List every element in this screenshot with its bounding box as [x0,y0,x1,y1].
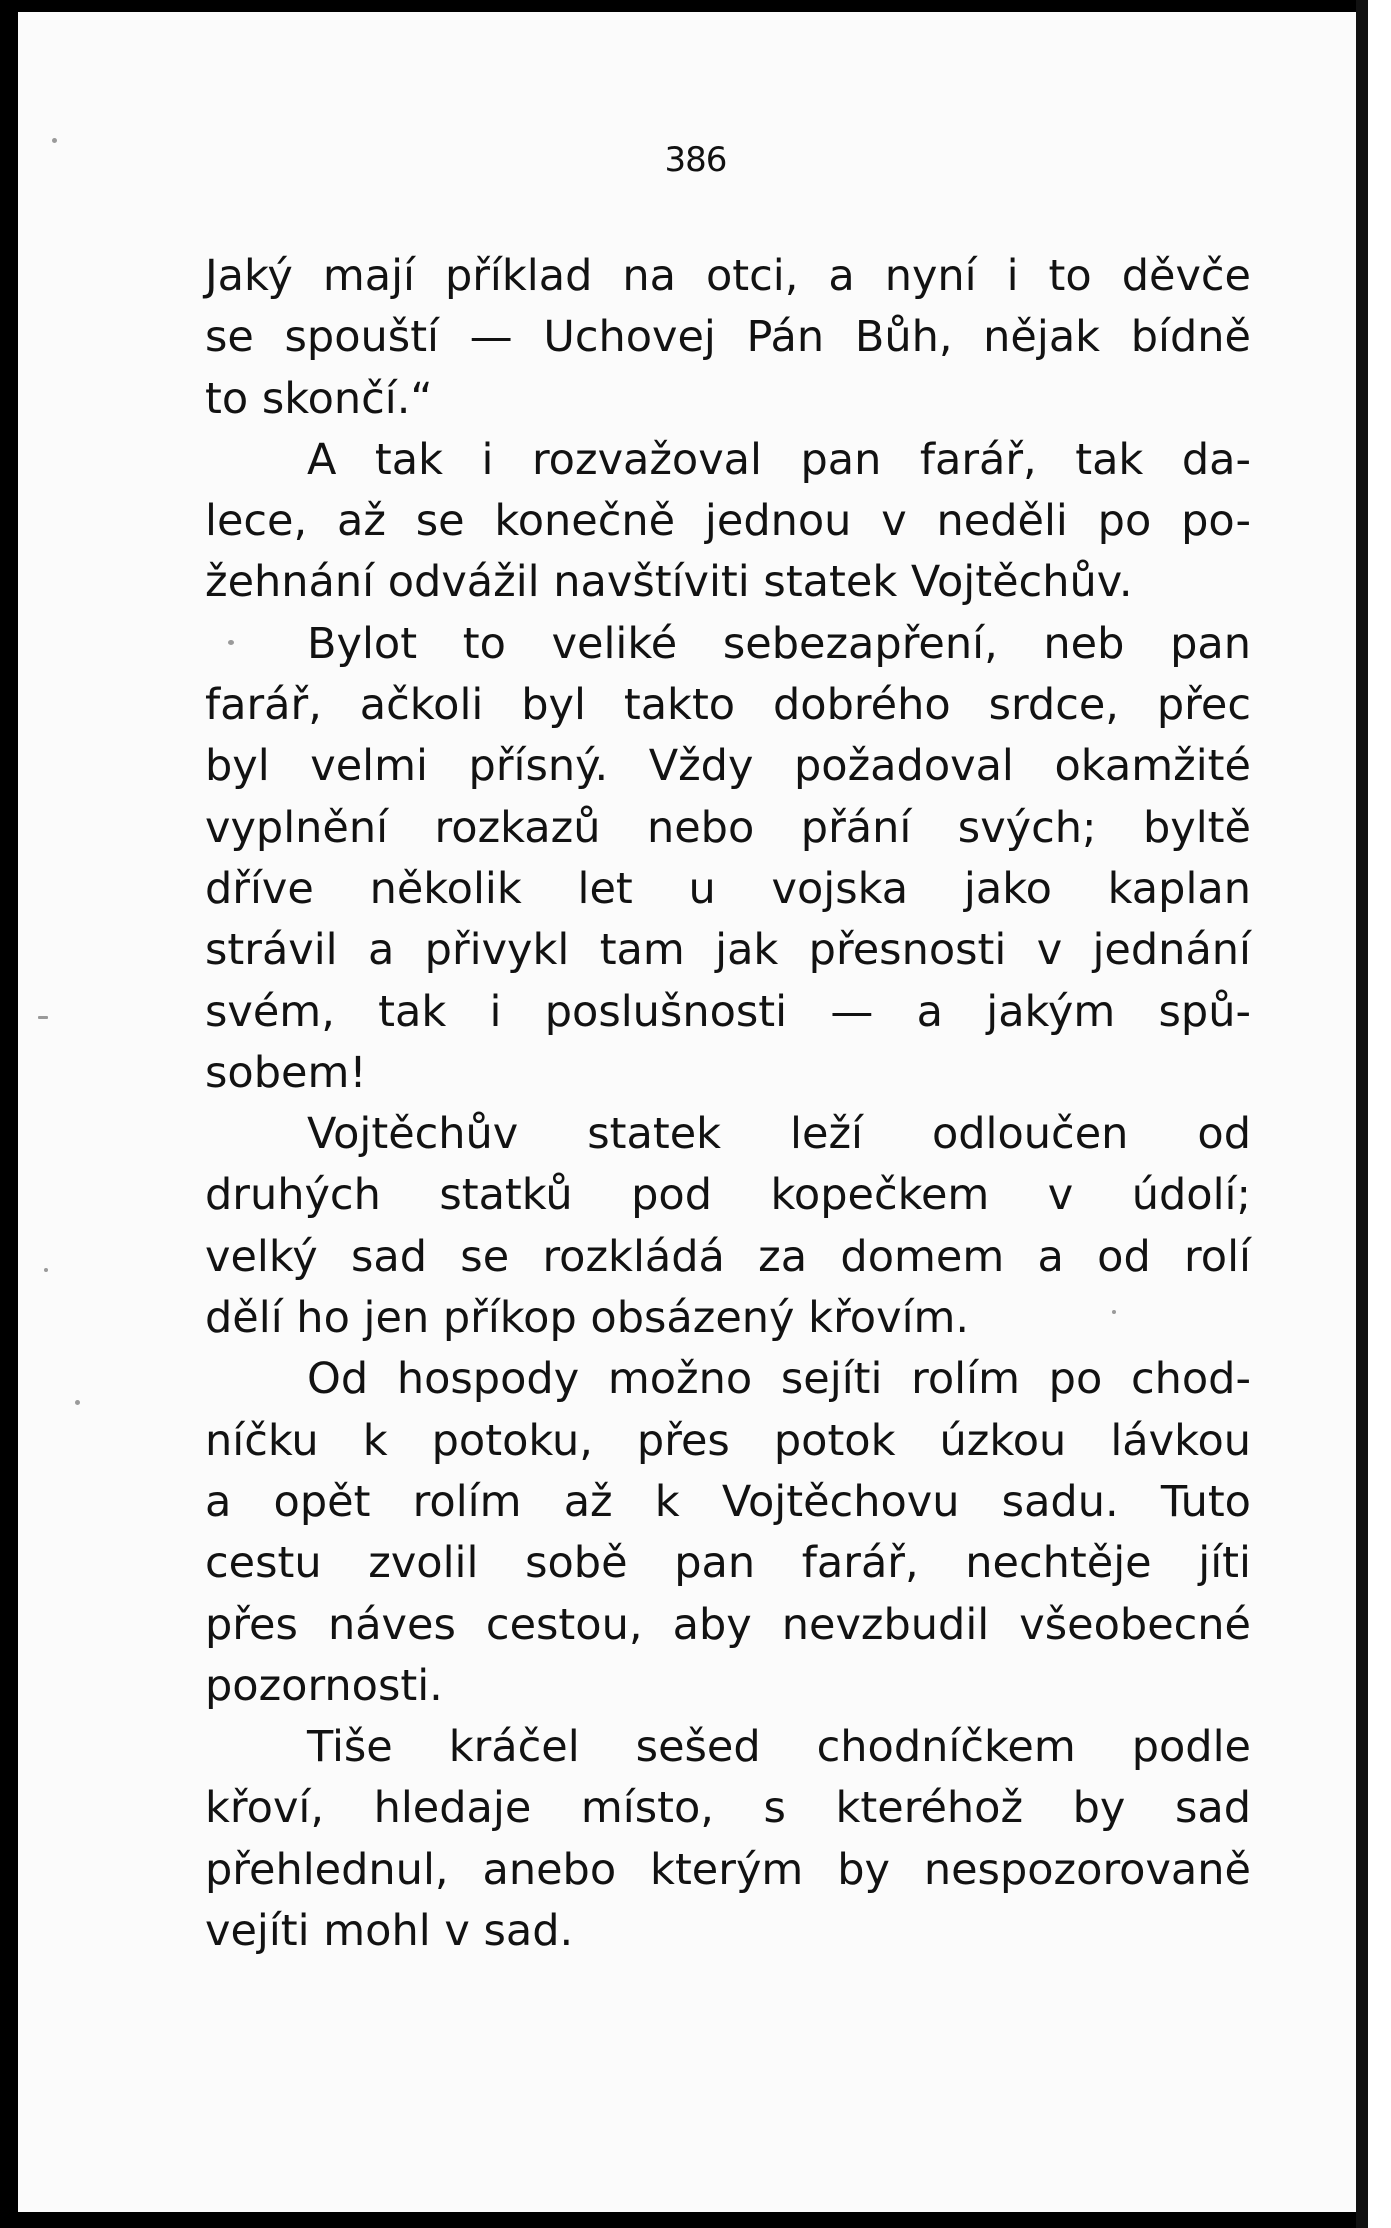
text-line: pozornosti. [205,1660,443,1711]
text-line: přehlednul, anebo kterým by nespozorovaně [205,1844,1251,1895]
text-line: svém, tak i poslušnosti — a jakým spů- [205,986,1251,1037]
text-line: to skončí.“ [205,373,433,424]
text-line: Vojtěchův statek leží odloučen od [307,1109,1251,1160]
text-line: a opět rolím až k Vojtěchovu sadu. Tuto [205,1476,1251,1527]
text-line: křoví, hledaje místo, s kteréhož by sad [205,1783,1251,1834]
body-text [205,246,1251,1962]
dust-speck [38,1016,48,1019]
text-line: dělí ho jen příkop obsázený křovím. [205,1293,970,1344]
text-line: strávil a přivykl tam jak přesnosti v jednání [205,925,1251,976]
dust-speck [75,1400,80,1405]
text-line: dříve několik let u vojska jako kaplan [205,863,1251,914]
text-line: Jaký mají příklad na otci, a nyní i to děvče [205,251,1251,301]
text-line: velký sad se rozkládá za domem a od rolí [205,1231,1251,1282]
text-line: cestu zvolil sobě pan farář, nechtěje jíti [205,1538,1251,1589]
text-line: farář, ačkoli byl takto dobrého srdce, přec [205,680,1251,731]
text-line: druhých statků pod kopečkem v údolí; [205,1170,1251,1221]
text-line: sobem! [205,1047,367,1098]
dust-speck [44,1268,48,1272]
text-line: přes náves cestou, aby nevzbudil všeobecné [205,1599,1251,1650]
page-edge-margin [1356,0,1391,2228]
text-line: se spouští — Uchovej Pán Bůh, nějak bídně [205,312,1251,363]
text-line: A tak i rozvažoval pan farář, tak da- [307,434,1251,485]
text-line: Tiše kráčel sešed chodníčkem podle [307,1722,1251,1773]
page-number: 386 [664,140,727,180]
text-line: byl velmi přísný. Vždy požadoval okamžité [205,741,1251,792]
text-line: Bylot to veliké sebezapření, neb pan [307,618,1251,669]
text-line: níčku k potoku, přes potok úzkou lávkou [205,1415,1251,1466]
text-line: Od hospody možno sejíti rolím po chod- [307,1354,1251,1405]
text-line: vyplnění rozkazů nebo přání svých; byltě [205,802,1251,853]
text-line: žehnání odvážil navštíviti statek Vojtěchův. [205,557,1133,608]
text-line: lece, až se konečně jednou v neděli po po- [205,496,1251,547]
text-line: vejíti mohl v sad. [205,1906,574,1957]
